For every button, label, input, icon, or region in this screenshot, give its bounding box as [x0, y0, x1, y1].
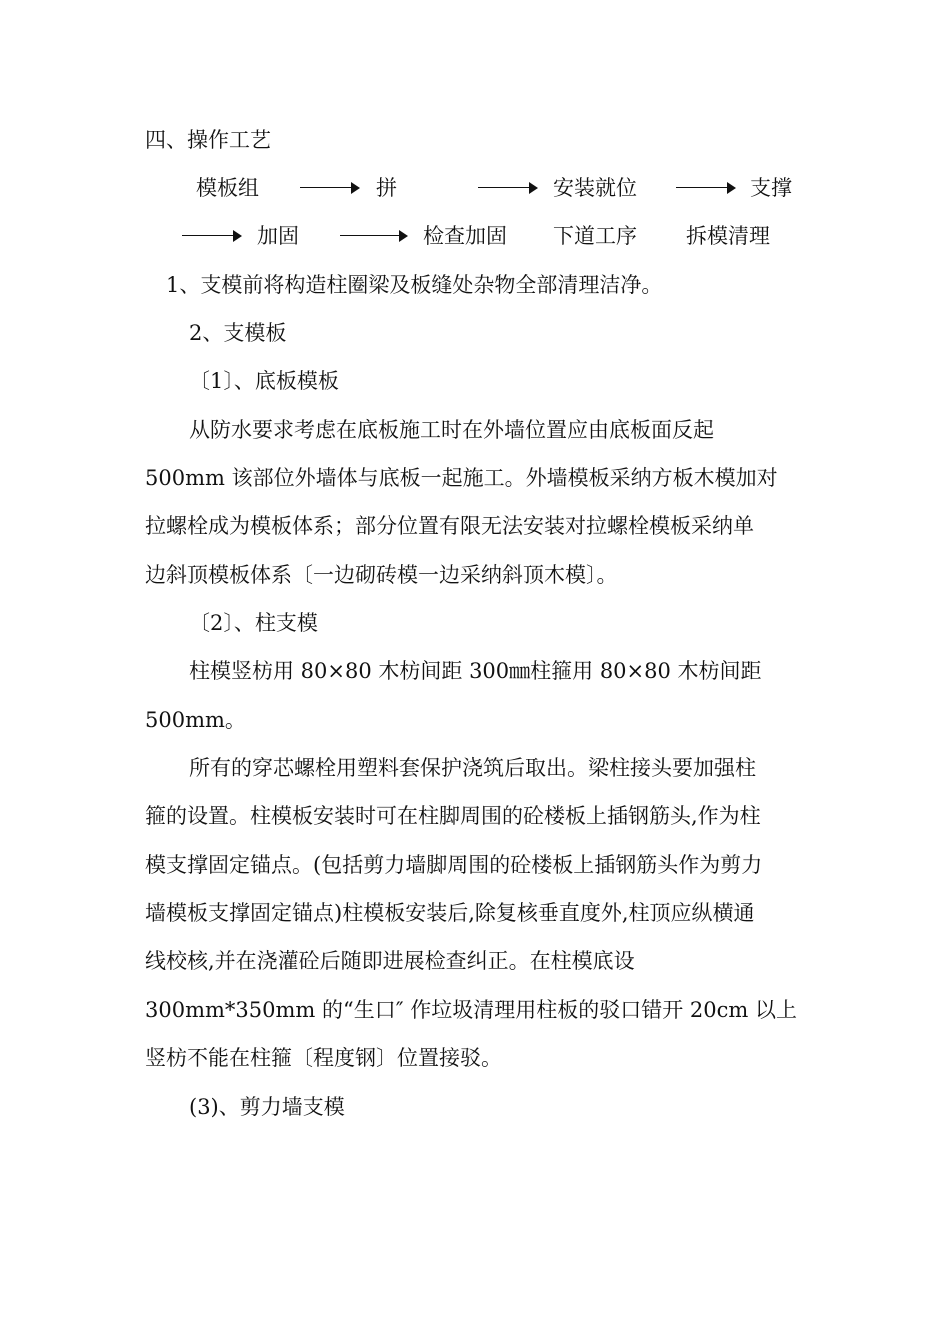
- paragraph-6-line-1: 柱模竖枋用 80×80 木枋间距 300㎜柱箍用 80×80 木枋间距: [189, 659, 762, 683]
- heading-2-1: 〔1〕、底板模板: [189, 369, 339, 393]
- paragraph-1: 1、支模前将构造柱圈梁及板缝处杂物全部清理洁净。: [166, 273, 663, 297]
- paragraph-6-line-2: 500mm。: [145, 708, 246, 732]
- heading-2-2: 〔2〕、柱支模: [189, 611, 318, 635]
- paragraph-4-line-1: 从防水要求考虑在底板施工时在外墙位置应由底板面反起: [189, 418, 714, 442]
- paragraph-7-line-6: 300mm*350mm 的“生口″ 作垃圾清理用柱板的驳口错开 20cm 以上: [145, 998, 797, 1022]
- flow-step-install: 安装就位: [553, 176, 637, 200]
- paragraph-7-line-3: 模支撑固定锚点。(包括剪力墙脚周围的砼楼板上插钢筋头作为剪力: [145, 853, 763, 877]
- flow-step-support: 支撑: [750, 176, 792, 200]
- flow-step-remove-clean: 拆模清理: [686, 224, 770, 248]
- paragraph-7-line-5: 线校核,并在浇灌砼后随即进展检查纠正。在柱模底设: [145, 949, 635, 973]
- flow-arrow-icon: [340, 230, 408, 242]
- flow-step-next-process: 下道工序: [553, 224, 637, 248]
- flow-step-combine: 拼: [376, 176, 397, 200]
- paragraph-4-line-3: 拉螺栓成为模板体系；部分位置有限无法安装对拉螺栓模板采纳单: [145, 514, 754, 538]
- paragraph-7-line-7: 竖枋不能在柱箍〔程度钢〕位置接驳。: [145, 1046, 502, 1070]
- heading-2: 2、支模板: [189, 321, 287, 345]
- flow-step-template-assembly: 模板组: [196, 176, 259, 200]
- flow-arrow-icon: [300, 182, 360, 194]
- paragraph-4-line-2: 500mm 该部位外墙体与底板一起施工。外墙模板采纳方板木模加对: [145, 466, 778, 490]
- paragraph-7-line-4: 墙模板支撑固定锚点)柱模板安装后,除复核垂直度外,柱顶应纵横通: [145, 901, 755, 925]
- flow-arrow-icon: [182, 230, 242, 242]
- flow-step-inspect: 检查加固: [423, 224, 507, 248]
- flow-step-reinforce: 加固: [257, 224, 299, 248]
- section-title: 四、操作工艺: [145, 128, 271, 152]
- flow-arrow-icon: [478, 182, 538, 194]
- heading-2-3: (3)、剪力墙支模: [189, 1095, 345, 1119]
- paragraph-7-line-1: 所有的穿芯螺栓用塑料套保护浇筑后取出。梁柱接头要加强柱: [189, 756, 756, 780]
- flow-arrow-icon: [676, 182, 736, 194]
- paragraph-7-line-2: 箍的设置。柱模板安装时可在柱脚周围的砼楼板上插钢筋头,作为柱: [145, 804, 761, 828]
- paragraph-4-line-4: 边斜顶模板体系〔一边砌砖模一边采纳斜顶木模〕。: [145, 563, 618, 587]
